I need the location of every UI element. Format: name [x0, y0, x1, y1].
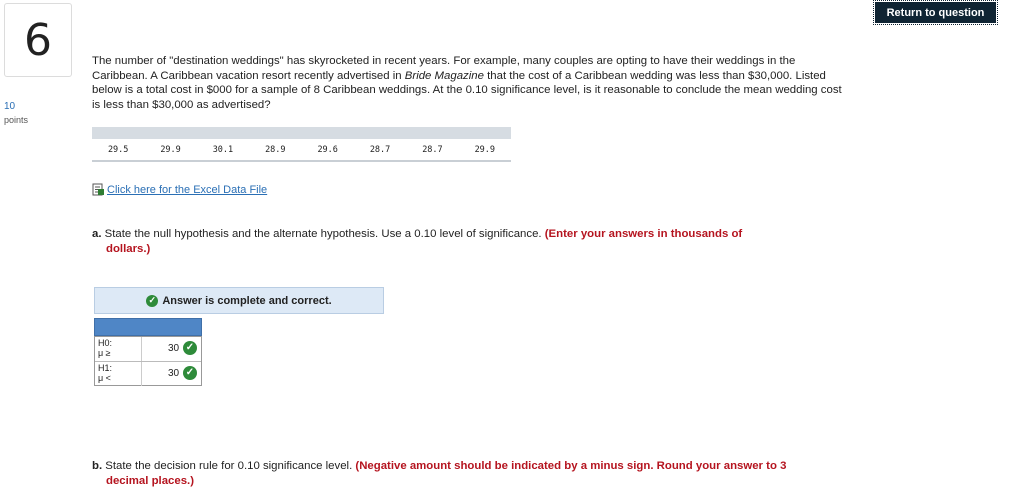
- h1-correct-icon: ✓: [183, 366, 197, 380]
- checkmark-icon: ✓: [146, 295, 158, 307]
- data-value: 28.9: [265, 144, 286, 155]
- excel-link-label: Click here for the Excel Data File: [107, 183, 268, 196]
- points-label: points: [4, 115, 29, 125]
- question-number-box: [4, 3, 72, 77]
- data-value: 29.9: [160, 144, 181, 155]
- part-a-note-2: dollars.): [106, 242, 151, 255]
- alternate-hypothesis-row: [95, 362, 201, 386]
- hypothesis-table: [94, 336, 202, 386]
- part-b-prefix: b.: [92, 460, 103, 472]
- part-a-prefix: a.: [92, 228, 102, 240]
- answer-status-banner: [94, 287, 384, 314]
- data-value: 28.7: [369, 144, 391, 155]
- column-divider: [141, 337, 142, 361]
- part-b-note-1: (Negative amount should be indicated by a minus sign. Round your answer to 3: [355, 460, 787, 472]
- excel-file-icon: [92, 183, 104, 196]
- data-value: 30.1: [212, 144, 234, 155]
- data-table-row: [92, 139, 511, 162]
- data-value: 28.7: [422, 144, 443, 155]
- column-divider: [141, 362, 142, 386]
- part-a-text: State the null hypothesis and the alternate hypothesis. Use a 0.10 level of significance.: [101, 228, 545, 240]
- question-text-part-1: The number of "destination weddings" has skyrocketed in recent years. For example, many couples are opting to have their weddings in the Caribbean. A Caribbean vacation resort recently advertised in: [92, 55, 796, 82]
- data-value: 29.6: [317, 144, 338, 155]
- part-b-note-2: decimal places.): [106, 474, 195, 487]
- hypothesis-table-header: [94, 318, 202, 336]
- data-table-header: [92, 127, 511, 139]
- excel-data-file-link[interactable]: [92, 183, 267, 196]
- h1-sign: μ <: [98, 373, 111, 383]
- h0-label: H0:: [98, 338, 113, 348]
- data-value: 29.5: [107, 144, 129, 155]
- return-to-question-button[interactable]: Return to question: [875, 2, 996, 23]
- h0-sign: μ ≥: [98, 348, 111, 358]
- h1-label: H1:: [98, 363, 113, 373]
- h1-value: 30: [168, 368, 180, 379]
- part-b-prompt: [92, 459, 852, 488]
- null-hypothesis-row: [95, 337, 201, 362]
- points-value: 10: [4, 101, 16, 112]
- question-text: [92, 54, 852, 112]
- question-number: 6: [24, 14, 52, 66]
- magazine-name: Bride Magazine: [404, 69, 484, 82]
- data-value: 29.9: [474, 144, 496, 155]
- h0-correct-icon: ✓: [183, 341, 197, 355]
- answer-status-text: Answer is complete and correct.: [162, 294, 332, 307]
- h0-value: 30: [168, 343, 180, 354]
- part-a-prompt: [92, 227, 822, 256]
- alternate-hypothesis-label: [98, 363, 112, 383]
- question-text-part-2: that the cost of a Caribbean wedding was less than $30,000. Listed below is a total cost in $000 for a sample of 8 Caribbean weddings. At the 0.10 significance level, is it reasonable to conclude the mean wedding cost is less than $30,000 as advertised?: [92, 69, 842, 111]
- null-hypothesis-label: [98, 338, 112, 358]
- part-a-note-1: (Enter your answers in thousands of: [544, 228, 743, 240]
- part-b-text: State the decision rule for 0.10 significance level.: [102, 460, 356, 472]
